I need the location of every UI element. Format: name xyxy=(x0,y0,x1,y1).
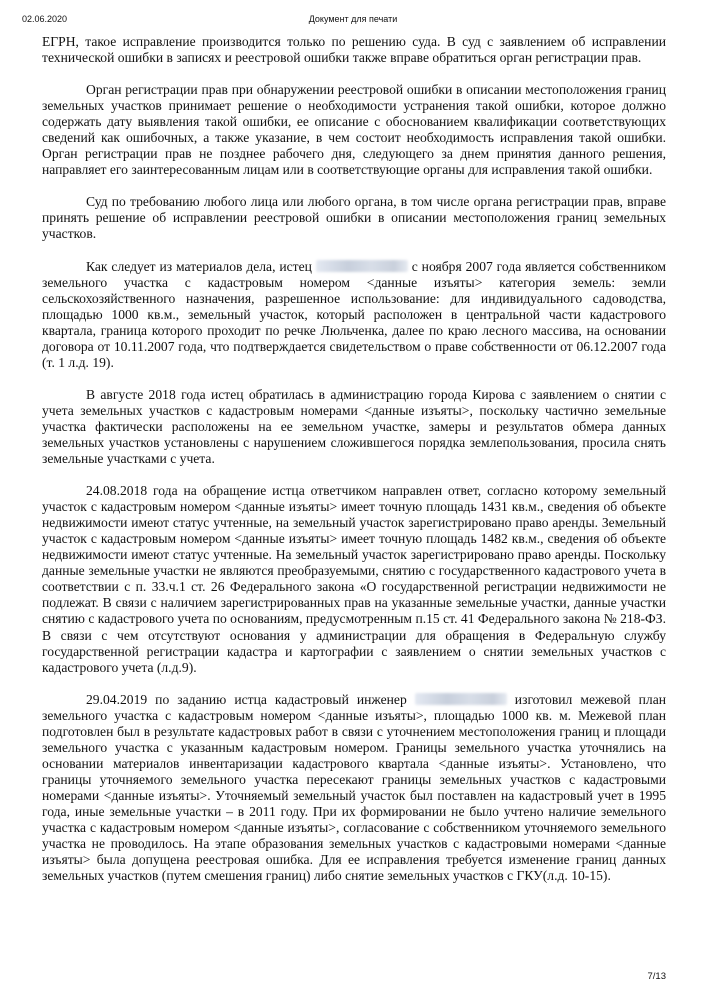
paragraph-text: изготовил межевой план земельного участка с кадастровым номером <данные изъяты>, площадью 1000 кв. м. Межевой план подготовлен был в результате кадастровых работ в связи с уточнением местоположения границ и площади земельного участка с указанным кадастровым номером. Границы земельного участка уточнялись на основании материалов инвентаризации кадастрового квартала <данные изъяты>. Установлено, что границы уточняемого земельного участка пересекают границы земельных участков с кадастровыми номерами <данные изъяты>. Уточняемый земельный участок был поставлен на кадастровый учет в 1995 года, иные земельные участки – в 2011 году. При их формировании не было учтено наличие земельного участка с кадастровым номером <данные изъяты>, согласование с собственником уточняемого земельного участка не проводилось. На этапе образования земельных участков с кадастровыми номерами <данные изъяты> была допущена реестровая ошибка. Для ее исправления требуется изменение границ данных земельных участков (путем смешения границ) либо снятие земельных участков с ГКУ(л.д. 10-15). xyxy=(42,691,666,884)
paragraph-text: с ноября 2007 года является собственником земельного участка с кадастровым номером <данные изъяты> категория земель: земли сельскохозяйственного назначения, разрешенное использование: для индивидуального садоводства, площадью 1000 кв.м., земельный участок, который расположен в центральной части кадастрового квартала, граница которого проходит по речке Люльченка, далее по краю лесного массива, на основании договора от 10.11.2007 года, что подтверждается свидетельством о праве собственности от 06.12.2007 года (т. 1 л.д. 19). xyxy=(42,258,666,370)
print-header xyxy=(0,14,706,28)
print-date: 02.06.2020 xyxy=(22,14,68,24)
paragraph: Орган регистрации прав при обнаружении реестровой ошибки в описании местоположения границ земельных участков принимает решение о необходимости устранения такой ошибки, которое должно содержать дату выявления такой ошибки, ее описание с обоснованием квалификации соответствующих сведений как ошибочных, а также указание, в чем состоит необходимость исправления такой ошибки. Орган регистрации прав не позднее рабочего дня, следующего за днем принятия данного решения, направляет его заинтересованным лицам или в соответствующие органы для исправления такой ошибки. xyxy=(42,82,666,178)
redacted-name xyxy=(415,693,507,705)
paragraph-text: 29.04.2019 по заданию истца кадастровый инженер xyxy=(86,691,407,707)
paragraph xyxy=(42,692,666,885)
paragraph-text: Как следует из материалов дела, истец xyxy=(86,258,312,274)
page-number: 7/13 xyxy=(647,971,666,982)
paragraph: В августе 2018 года истец обратилась в администрацию города Кирова с заявлением о снятии с учета земельных участков с кадастровым номерами <данные изъяты>, поскольку частично земельные участка фактически расположены на ее земельном участке, замеры и результатов обмера данных земельных участков установлены с нарушением сложившегося порядка землепользования, просила снять земельные участками с учета. xyxy=(42,386,666,467)
paragraph: Суд по требованию любого лица или любого органа, в том числе органа регистрации прав, вправе принять решение об исправлении реестровой ошибки в описании местоположения границ земельных участков. xyxy=(42,194,666,242)
document-body xyxy=(42,34,666,900)
paragraph: 24.08.2018 года на обращение истца ответчиком направлен ответ, согласно которому земельный участок с кадастровым номером <данные изъяты> имеет точную площадь 1431 кв.м., сведения об объекте недвижимости имеют статус учтенные, на земельный участок зарегистрировано право аренды. Земельный участок с кадастровым номером <данные изъяты> имеет точную площадь 1482 кв.м., сведения об объекте недвижимости имеют статус учтенные. На земельный участок зарегистрировано право аренды. Поскольку данные земельные участки не являются преобразуемыми, снятию с государственного кадастрового учета в соответствии с п. 33.ч.1 ст. 26 Федерального закона «О государственной регистрации недвижимости не подлежат. В связи с наличием зарегистрированных прав на указанные земельные участки, данные участки снятию с кадастрового учета по основаниям, предусмотренным п.15 ст. 41 Федерального закона № 218-ФЗ. В связи с чем отсутствуют основания у администрации для обращения в Федеральную службу государственной регистрации кадастра и картографии с заявлением о снятии земельных участков с кадастрового учета (л.д.9). xyxy=(42,483,666,675)
paragraph xyxy=(42,259,666,371)
paragraph: ЕГРН, такое исправление производится только по решению суда. В суд с заявлением об исправлении технической ошибки в записях и реестровой ошибки также вправе обратиться орган регистрации прав. xyxy=(42,34,666,66)
redacted-name xyxy=(316,260,408,272)
print-title: Документ для печати xyxy=(308,14,398,24)
